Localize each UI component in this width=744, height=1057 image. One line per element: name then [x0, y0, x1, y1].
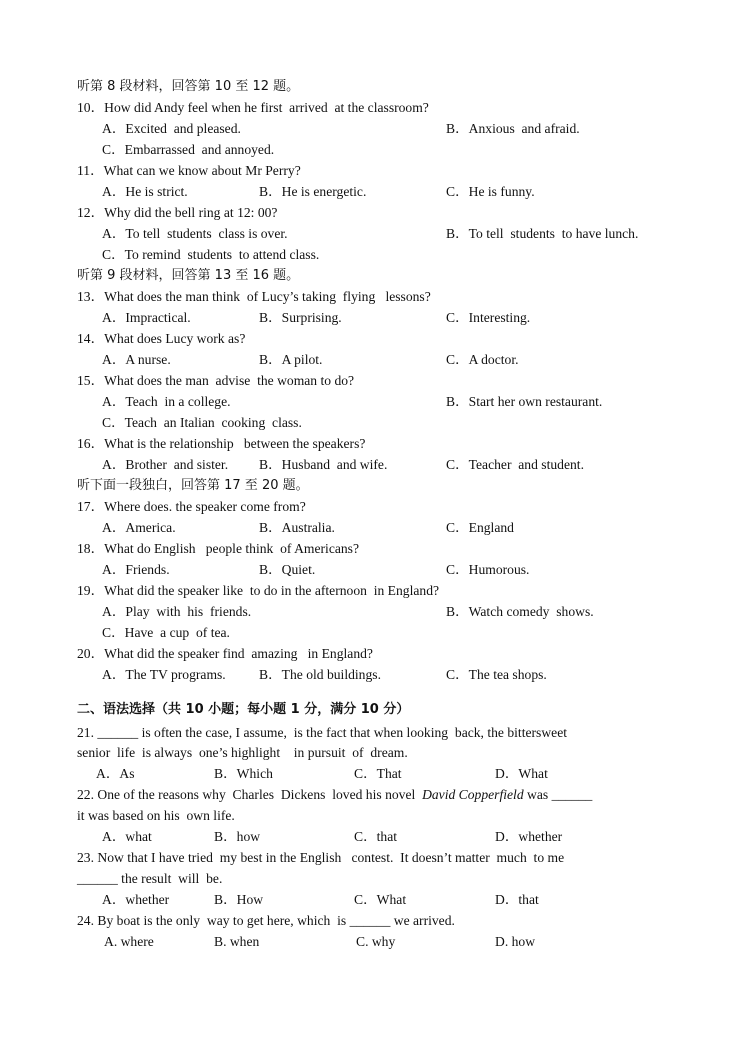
- q22-option-b: B．how: [214, 829, 261, 844]
- question-10-options-row-2: [0, 139, 744, 160]
- q10-stem-text: 10．How did Andy feel when he first arrived at the classroom?: [77, 100, 429, 115]
- q13-option-c: C．Interesting.: [446, 310, 531, 325]
- question-14-stem: [0, 328, 744, 349]
- q22-text-2: it was based on his own life.: [77, 808, 235, 823]
- q16-option-c: C．Teacher and student.: [446, 457, 584, 472]
- q14-option-c: C．A doctor.: [446, 352, 519, 367]
- section-9-text: 听第 9 段材料，回答第 13 至 16 题。: [77, 268, 300, 283]
- question-12-stem: [0, 202, 744, 223]
- q15-option-a: A．Teach in a college.: [102, 394, 231, 409]
- q19-option-c: C．Have a cup of tea.: [102, 625, 230, 640]
- grammar-heading-text: 二、语法选择（共 10 小题；每小题 1 分，满分 10 分）: [77, 702, 410, 717]
- q21-option-a: A．As: [96, 766, 135, 781]
- section-10-text: 听下面一段独白，回答第 17 至 20 题。: [77, 478, 309, 493]
- q13-stem-text: 13．What does the man think of Lucy’s taking flying lessons?: [77, 289, 431, 304]
- question-24-line-1: [0, 910, 744, 931]
- q20-option-a: A．The TV programs.: [102, 667, 226, 682]
- question-13-options: [0, 307, 744, 328]
- q16-option-a: A．Brother and sister.: [102, 457, 229, 472]
- question-19-options-row-1: [0, 601, 744, 622]
- question-22-line-1: [0, 784, 744, 805]
- q20-stem-text: 20．What did the speaker find amazing in England?: [77, 646, 373, 661]
- q18-option-c: C．Humorous.: [446, 562, 530, 577]
- q19-option-a: A．Play with his friends.: [102, 604, 252, 619]
- question-20-options: [0, 664, 744, 685]
- q13-option-a: A．Impractical.: [102, 310, 191, 325]
- q10-option-a: A．Excited and pleased.: [102, 121, 241, 136]
- q24-option-c: C. why: [356, 934, 396, 949]
- question-21-options: [0, 763, 744, 784]
- question-17-stem: [0, 496, 744, 517]
- q12-stem-text: 12．Why did the bell ring at 12: 00?: [77, 205, 278, 220]
- q11-option-a: A．He is strict.: [102, 184, 188, 199]
- q23-option-c: C．What: [354, 892, 407, 907]
- q12-option-b: B．To tell students to have lunch.: [446, 226, 639, 241]
- question-16-options: [0, 454, 744, 475]
- q17-option-a: A．America.: [102, 520, 176, 535]
- q15-stem-text: 15．What does the man advise the woman to do?: [77, 373, 355, 388]
- q18-option-b: B．Quiet.: [259, 562, 316, 577]
- question-20-stem: [0, 643, 744, 664]
- q14-option-a: A．A nurse.: [102, 352, 171, 367]
- question-19-options-row-2: [0, 622, 744, 643]
- question-10-options-row-1: [0, 118, 744, 139]
- q24-option-d: D. how: [495, 934, 536, 949]
- q10-option-b: B．Anxious and afraid.: [446, 121, 580, 136]
- question-21-line-1: [0, 722, 744, 743]
- q17-option-c: C．England: [446, 520, 514, 535]
- question-18-options: [0, 559, 744, 580]
- question-17-options: [0, 517, 744, 538]
- q15-option-c: C．Teach an Italian cooking class.: [102, 415, 302, 430]
- q22-text-1: [77, 784, 592, 805]
- question-15-options-row-2: [0, 412, 744, 433]
- listening-section-9-heading: [0, 265, 744, 286]
- question-23-line-1: [0, 847, 744, 868]
- question-21-line-2: [0, 742, 744, 763]
- q22-option-a: A．what: [102, 829, 152, 844]
- question-13-stem: [0, 286, 744, 307]
- q24-option-a: A. where: [104, 934, 154, 949]
- q21-option-b: B．Which: [214, 766, 273, 781]
- q17-stem-text: 17．Where does. the speaker come from?: [77, 499, 306, 514]
- grammar-section-heading: [0, 699, 744, 720]
- section-8-text: 听第 8 段材料，回答第 10 至 12 题。: [77, 79, 300, 94]
- q21-text-1: 21. ______ is often the case, I assume, is the fact that when looking back, the bittersweet: [77, 725, 567, 740]
- question-22-line-2: [0, 805, 744, 826]
- question-12-options-row-2: [0, 244, 744, 265]
- question-12-options-row-1: [0, 223, 744, 244]
- question-11-options: [0, 181, 744, 202]
- q22-novel-title: David Copperfield: [422, 787, 524, 802]
- question-14-options: [0, 349, 744, 370]
- q16-option-b: B．Husband and wife.: [259, 457, 388, 472]
- q23-option-b: B．How: [214, 892, 264, 907]
- q17-option-b: B．Australia.: [259, 520, 335, 535]
- q14-option-b: B．A pilot.: [259, 352, 323, 367]
- q24-option-b: B. when: [214, 934, 260, 949]
- q19-stem-text: 19．What did the speaker like to do in the afternoon in England?: [77, 583, 440, 598]
- q23-option-d: D．that: [495, 892, 539, 907]
- question-18-stem: [0, 538, 744, 559]
- q14-stem-text: 14．What does Lucy work as?: [77, 331, 246, 346]
- q24-text-1: 24. By boat is the only way to get here, which is ______ we arrived.: [77, 913, 455, 928]
- listening-monologue-heading: [0, 475, 744, 496]
- q21-text-2: senior life is always one’s highlight in pursuit of dream.: [77, 745, 408, 760]
- q22-option-c: C．that: [354, 829, 398, 844]
- q23-text-1: 23. Now that I have tried my best in the English contest. It doesn’t matter much to me: [77, 850, 565, 865]
- q22-option-d: D．whether: [495, 829, 563, 844]
- question-15-stem: [0, 370, 744, 391]
- q22-text-pre: 22. One of the reasons why Charles Dickens loved his novel: [77, 787, 423, 802]
- q19-option-b: B．Watch comedy shows.: [446, 604, 594, 619]
- q11-option-c: C．He is funny.: [446, 184, 535, 199]
- q15-option-b: B．Start her own restaurant.: [446, 394, 603, 409]
- q21-option-d: D．What: [495, 766, 548, 781]
- q23-text-2: ______ the result will be.: [77, 871, 223, 886]
- q12-option-c: C．To remind students to attend class.: [102, 247, 320, 262]
- q12-option-a: A．To tell students class is over.: [102, 226, 288, 241]
- question-10-stem: [0, 97, 744, 118]
- q11-stem-text: 11．What can we know about Mr Perry?: [77, 163, 301, 178]
- question-23-line-2: [0, 868, 744, 889]
- q10-option-c: C．Embarrassed and annoyed.: [102, 142, 275, 157]
- q21-option-c: C．That: [354, 766, 402, 781]
- q20-option-b: B．The old buildings.: [259, 667, 381, 682]
- listening-section-8-heading: [0, 76, 744, 97]
- question-11-stem: [0, 160, 744, 181]
- q22-text-post: was ______: [523, 787, 593, 802]
- q18-option-a: A．Friends.: [102, 562, 170, 577]
- q23-option-a: A．whether: [102, 892, 170, 907]
- question-22-options: [0, 826, 744, 847]
- q13-option-b: B．Surprising.: [259, 310, 342, 325]
- question-16-stem: [0, 433, 744, 454]
- question-19-stem: [0, 580, 744, 601]
- q11-option-b: B．He is energetic.: [259, 184, 367, 199]
- question-24-options: [0, 931, 744, 952]
- question-15-options-row-1: [0, 391, 744, 412]
- question-23-options: [0, 889, 744, 910]
- q16-stem-text: 16．What is the relationship between the speakers?: [77, 436, 366, 451]
- q18-stem-text: 18．What do English people think of Americans?: [77, 541, 360, 556]
- q20-option-c: C．The tea shops.: [446, 667, 547, 682]
